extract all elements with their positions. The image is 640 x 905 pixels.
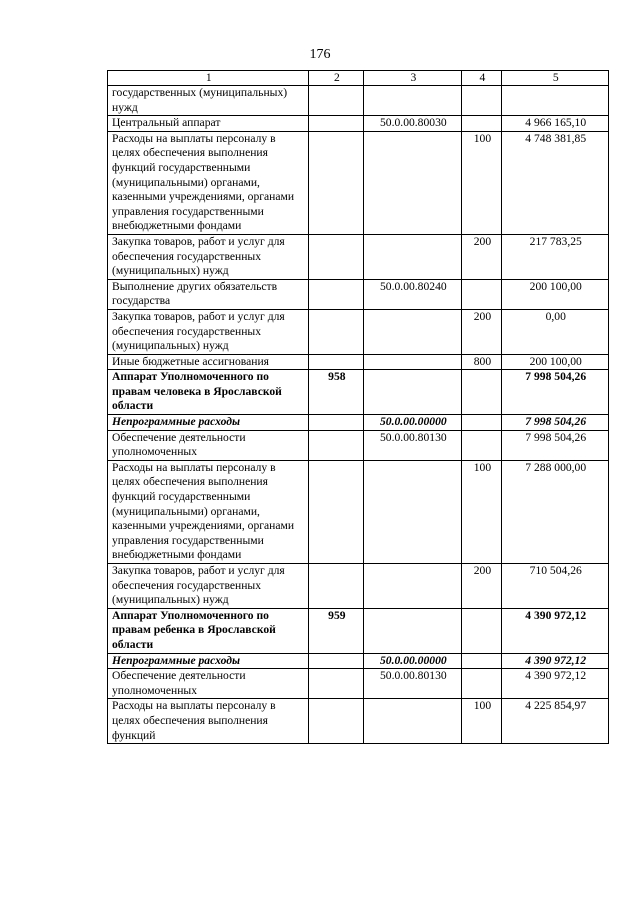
table-row — [108, 234, 609, 279]
cell-amount: 4 748 381,85 — [502, 131, 609, 234]
cell-expense-type: 100 — [462, 699, 502, 744]
header-col-5: 5 — [502, 71, 609, 86]
table-row — [108, 430, 609, 460]
cell-amount — [502, 86, 609, 116]
cell-dept-code — [309, 116, 364, 132]
table-row — [108, 354, 609, 370]
cell-expense-type: 800 — [462, 354, 502, 370]
cell-amount: 4 390 972,12 — [502, 608, 609, 653]
cell-name: Аппарат Уполномоченного по правам ребенка в Ярославской области — [108, 608, 309, 653]
cell-target-code — [364, 309, 462, 354]
cell-dept-code — [309, 415, 364, 431]
cell-expense-type — [462, 608, 502, 653]
cell-target-code — [364, 608, 462, 653]
cell-dept-code: 959 — [309, 608, 364, 653]
table-row — [108, 699, 609, 744]
cell-name: Расходы на выплаты персоналу в целях обеспечения выполнения функций государственными (муниципальными) органами, казенными учреждениями, органами управления государственными внебюджетными фондами — [108, 131, 309, 234]
cell-expense-type: 200 — [462, 309, 502, 354]
cell-dept-code — [309, 86, 364, 116]
cell-amount: 7 998 504,26 — [502, 370, 609, 415]
cell-target-code: 50.0.00.00000 — [364, 653, 462, 669]
cell-dept-code — [309, 653, 364, 669]
header-col-3: 3 — [364, 71, 462, 86]
cell-amount: 217 783,25 — [502, 234, 609, 279]
cell-target-code — [364, 131, 462, 234]
cell-name: Закупка товаров, работ и услуг для обеспечения государственных (муниципальных) нужд — [108, 564, 309, 609]
cell-expense-type: 200 — [462, 234, 502, 279]
cell-amount: 0,00 — [502, 309, 609, 354]
cell-amount: 4 966 165,10 — [502, 116, 609, 132]
cell-amount: 710 504,26 — [502, 564, 609, 609]
cell-target-code: 50.0.00.80130 — [364, 430, 462, 460]
header-col-4: 4 — [462, 71, 502, 86]
table-row — [108, 116, 609, 132]
table-row — [108, 564, 609, 609]
table-row — [108, 86, 609, 116]
cell-target-code — [364, 699, 462, 744]
cell-amount: 7 998 504,26 — [502, 430, 609, 460]
cell-dept-code — [309, 430, 364, 460]
budget-table — [107, 70, 609, 744]
cell-dept-code — [309, 460, 364, 563]
cell-target-code — [364, 86, 462, 116]
header-col-1: 1 — [108, 71, 309, 86]
cell-name: государственных (муниципальных) нужд — [108, 86, 309, 116]
cell-target-code — [364, 234, 462, 279]
cell-expense-type — [462, 116, 502, 132]
cell-dept-code — [309, 234, 364, 279]
cell-target-code: 50.0.00.80240 — [364, 279, 462, 309]
cell-dept-code — [309, 131, 364, 234]
cell-dept-code — [309, 354, 364, 370]
cell-target-code: 50.0.00.80030 — [364, 116, 462, 132]
header-row — [108, 71, 609, 86]
cell-target-code: 50.0.00.80130 — [364, 669, 462, 699]
table-row — [108, 370, 609, 415]
cell-name: Непрограммные расходы — [108, 653, 309, 669]
table-row — [108, 608, 609, 653]
cell-expense-type: 100 — [462, 131, 502, 234]
header-col-2: 2 — [309, 71, 364, 86]
cell-name: Расходы на выплаты персоналу в целях обеспечения выполнения функций государственными (муниципальными) органами, казенными учреждениями, органами управления государственными внебюджетными фондами — [108, 460, 309, 563]
table-row — [108, 669, 609, 699]
cell-target-code — [364, 460, 462, 563]
cell-amount: 7 288 000,00 — [502, 460, 609, 563]
cell-name: Закупка товаров, работ и услуг для обеспечения государственных (муниципальных) нужд — [108, 234, 309, 279]
cell-dept-code — [309, 279, 364, 309]
cell-target-code — [364, 370, 462, 415]
cell-dept-code — [309, 669, 364, 699]
table-row — [108, 460, 609, 563]
cell-target-code: 50.0.00.00000 — [364, 415, 462, 431]
cell-amount: 4 225 854,97 — [502, 699, 609, 744]
table-row — [108, 415, 609, 431]
cell-expense-type — [462, 430, 502, 460]
cell-amount: 7 998 504,26 — [502, 415, 609, 431]
cell-name: Иные бюджетные ассигнования — [108, 354, 309, 370]
cell-dept-code — [309, 699, 364, 744]
cell-expense-type — [462, 669, 502, 699]
cell-amount: 4 390 972,12 — [502, 653, 609, 669]
cell-name: Обеспечение деятельности уполномоченных — [108, 669, 309, 699]
cell-expense-type — [462, 370, 502, 415]
cell-amount: 200 100,00 — [502, 279, 609, 309]
cell-name: Центральный аппарат — [108, 116, 309, 132]
cell-dept-code — [309, 309, 364, 354]
cell-target-code — [364, 564, 462, 609]
cell-expense-type: 200 — [462, 564, 502, 609]
cell-expense-type — [462, 279, 502, 309]
cell-amount: 200 100,00 — [502, 354, 609, 370]
cell-amount: 4 390 972,12 — [502, 669, 609, 699]
cell-expense-type — [462, 415, 502, 431]
cell-dept-code: 958 — [309, 370, 364, 415]
cell-name: Непрограммные расходы — [108, 415, 309, 431]
cell-name: Закупка товаров, работ и услуг для обеспечения государственных (муниципальных) нужд — [108, 309, 309, 354]
cell-name: Аппарат Уполномоченного по правам человека в Ярославской области — [108, 370, 309, 415]
page-number: 176 — [309, 47, 331, 62]
table-body — [108, 86, 609, 744]
cell-expense-type — [462, 86, 502, 116]
cell-expense-type — [462, 653, 502, 669]
table-header — [108, 71, 609, 86]
table-row — [108, 131, 609, 234]
cell-name: Обеспечение деятельности уполномоченных — [108, 430, 309, 460]
cell-expense-type: 100 — [462, 460, 502, 563]
cell-target-code — [364, 354, 462, 370]
table-row — [108, 653, 609, 669]
cell-dept-code — [309, 564, 364, 609]
cell-name: Расходы на выплаты персоналу в целях обеспечения выполнения функций — [108, 699, 309, 744]
cell-name: Выполнение других обязательств государства — [108, 279, 309, 309]
table-row — [108, 309, 609, 354]
table-row — [108, 279, 609, 309]
